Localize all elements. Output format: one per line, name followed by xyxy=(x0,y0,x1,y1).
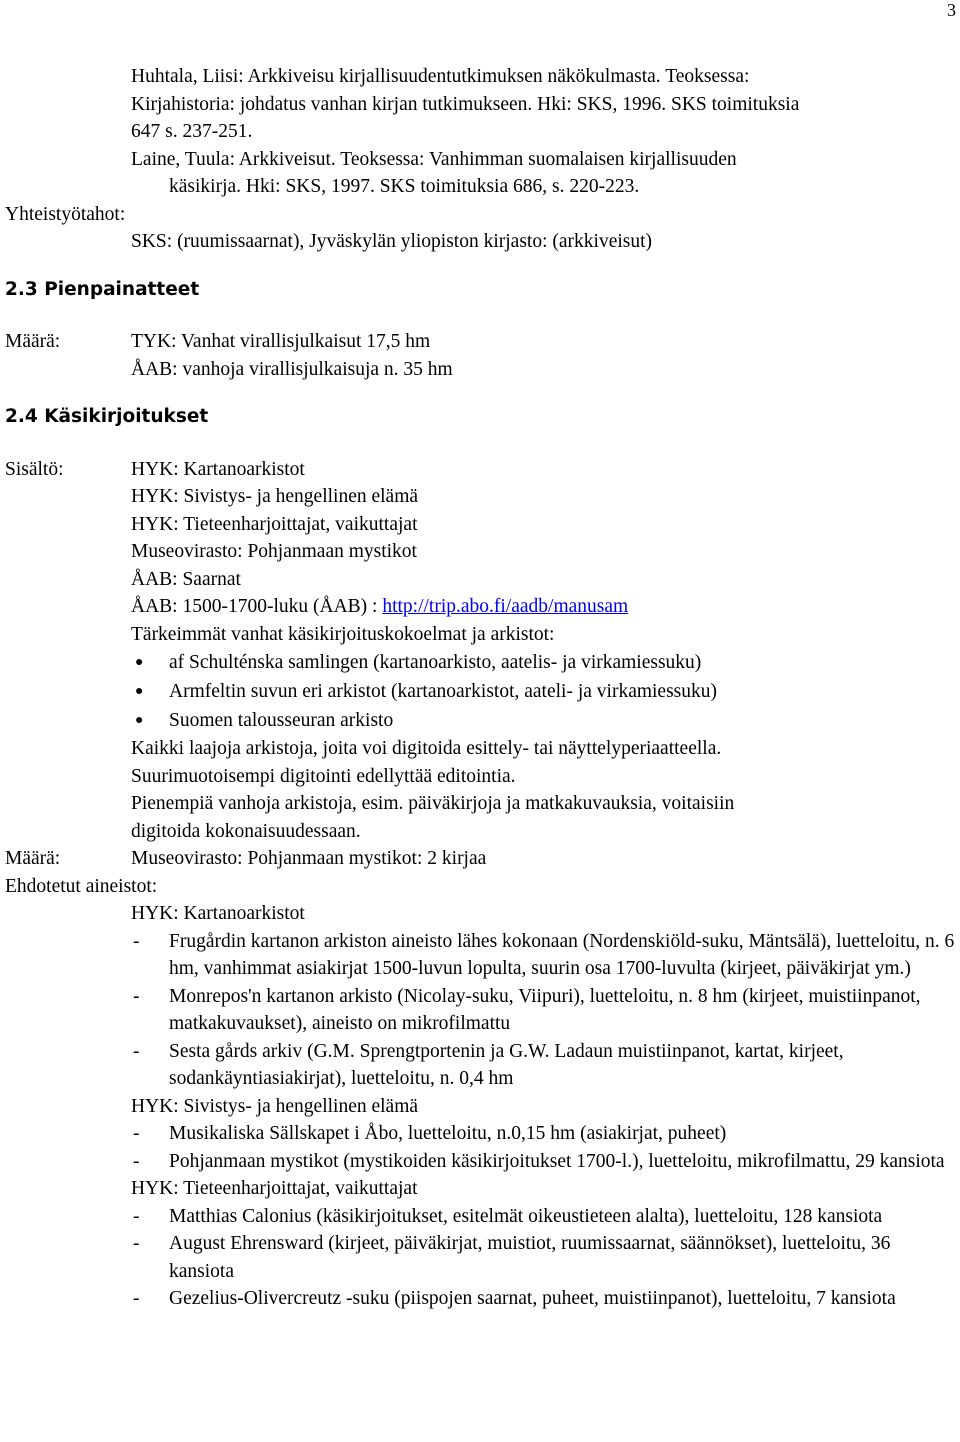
list-item xyxy=(5,983,955,1038)
item-text: Musikaliska Sällskapet i Åbo, luetteloitu, n.0,15 hm (asiakirjat, puheet) xyxy=(169,1123,727,1144)
amount-label: Määrä: xyxy=(5,331,61,352)
dash-icon: - xyxy=(133,930,140,952)
dash-icon: - xyxy=(133,1150,140,1172)
item-text: Gezelius-Olivercreutz -suku (piispojen saarnat, puheet, muistiinpanot), luetteloitu, 7 kansiota xyxy=(169,1288,896,1309)
aab-link-line xyxy=(5,593,955,621)
list-item xyxy=(5,1285,955,1313)
content-row xyxy=(5,456,955,484)
reference-line: Laine, Tuula: Arkkiveisut. Teoksessa: Vanhimman suomalaisen kirjallisuuden xyxy=(131,148,737,170)
item-text: Matthias Calonius (käsikirjoitukset, esitelmät oikeustieteen alalta), luetteloitu, 128 kansiota xyxy=(169,1205,883,1227)
bullet-icon: ● xyxy=(135,713,144,728)
important-intro: Tärkeimmät vanhat käsikirjoituskokoelmat ja arkistot: xyxy=(131,623,555,645)
proposed-group xyxy=(5,900,955,1093)
amount-text: ÅAB: vanhoja virallisjulkaisuja n. 35 hm xyxy=(131,358,453,380)
bullet-text: af Schulténska samlingen (kartanoarkisto, aatelis- ja virkamiessuku) xyxy=(169,652,702,673)
content-label: Sisältö: xyxy=(5,458,64,480)
amount-row xyxy=(5,845,955,873)
item-text: August Ehrensward (kirjeet, päiväkirjat, muistiot, ruumissaarnat, säännökset), luetteloitu, 36 kansiota xyxy=(169,1233,891,1282)
aab-link-prefix: ÅAB: 1500-1700-luku (ÅAB) : xyxy=(131,596,383,617)
proposed-group xyxy=(5,1175,955,1313)
reference-list xyxy=(5,63,955,201)
list-item xyxy=(5,1120,955,1148)
reference-line: Huhtala, Liisi: Arkkiveisu kirjallisuudentutkimuksen näkökulmasta. Teoksessa: xyxy=(131,66,750,87)
cooperation-text: SKS: (ruumissaarnat), Jyväskylän yliopiston kirjasto: (arkkiveisut) xyxy=(131,231,653,252)
group-title: HYK: Kartanoarkistot xyxy=(131,903,305,924)
note-line: digitoida kokonaisuudessaan. xyxy=(131,820,361,842)
group-title: HYK: Sivistys- ja hengellinen elämä xyxy=(131,1095,419,1117)
content-line: ÅAB: Saarnat xyxy=(131,568,241,590)
list-item xyxy=(5,706,955,735)
proposed-group xyxy=(5,1093,955,1176)
document-page xyxy=(5,63,955,1313)
dash-icon: - xyxy=(133,1205,140,1227)
bullet-text: Armfeltin suvun eri arkistot (kartanoarkistot, aateli- ja virkamiessuku) xyxy=(169,681,718,702)
list-item xyxy=(5,1203,955,1231)
list-item xyxy=(5,928,955,983)
list-item xyxy=(5,1148,955,1176)
list-item xyxy=(5,1038,955,1093)
amount-label: Määrä: xyxy=(5,848,61,869)
amount-text: TYK: Vanhat virallisjulkaisut 17,5 hm xyxy=(131,331,431,352)
dash-icon: - xyxy=(133,1233,140,1254)
cooperation-label: Yhteistyötahot: xyxy=(5,203,126,225)
reference-line: Kirjahistoria: johdatus vanhan kirjan tutkimukseen. Hki: SKS, 1996. SKS toimituksia xyxy=(131,93,800,115)
proposed-label: Ehdotetut aineistot: xyxy=(5,875,158,897)
amount-text: Museovirasto: Pohjanmaan mystikot: 2 kirjaa xyxy=(131,848,487,869)
reference-line: 647 s. 237-251. xyxy=(131,121,253,142)
item-text: Sesta gårds arkiv (G.M. Sprengtportenin ja G.W. Ladaun muistiinpanot, kartat, kirjeet, sodankäyntiasiakirjat), luetteloitu, n. 0,4 hm xyxy=(169,1040,844,1089)
content-line: Museovirasto: Pohjanmaan mystikot xyxy=(131,541,417,562)
manusam-link[interactable]: http://trip.abo.fi/aadb/manusam xyxy=(382,596,629,617)
content-line: HYK: Sivistys- ja hengellinen elämä xyxy=(131,486,419,507)
bullet-icon: ● xyxy=(135,684,144,699)
dash-icon: - xyxy=(133,1040,140,1062)
page-number: 3 xyxy=(947,0,956,20)
bullet-text: Suomen talousseuran arkisto xyxy=(169,710,394,731)
reference-line: käsikirja. Hki: SKS, 1997. SKS toimituksia 686, s. 220-223. xyxy=(169,176,640,197)
list-item xyxy=(5,677,955,706)
item-text: Monrepos'n kartanon arkisto (Nicolay-suku, Viipuri), luetteloitu, n. 8 hm (kirjeet, muistiinpanot, matkakuvaukset), aineisto on mikrofilmattu xyxy=(169,985,921,1034)
list-item xyxy=(5,648,955,677)
content-line: HYK: Kartanoarkistot xyxy=(131,458,305,480)
note-line: Pienempiä vanhoja arkistoja, esim. päiväkirjoja ja matkakuvauksia, voitaisiin xyxy=(131,793,735,814)
list-item xyxy=(5,1230,955,1285)
group-title: HYK: Tieteenharjoittajat, vaikuttajat xyxy=(131,1178,418,1199)
bullet-list xyxy=(5,648,955,735)
dash-icon: - xyxy=(133,1123,140,1144)
bullet-icon: ● xyxy=(135,655,144,670)
item-text: Frugårdin kartanon arkiston aineisto lähes kokonaan (Nordenskiöld-suku, Mäntsälä), luetteloitu, n. 6 hm, vanhimmat asiakirjat 1500-luvun lopulta, suurin osa 1700-luvulta (kirjeet, päiväkirjat ym.) xyxy=(169,930,955,979)
note-line: Suurimuotoisempi digitointi edellyttää editointia. xyxy=(131,765,516,787)
dash-icon: - xyxy=(133,985,140,1007)
content-line: HYK: Tieteenharjoittajat, vaikuttajat xyxy=(131,513,418,535)
amount-row xyxy=(5,328,955,356)
section-heading-2-3: 2.3 Pienpainatteet xyxy=(5,278,200,300)
note-line: Kaikki laajoja arkistoja, joita voi digitoida esittely- tai näyttelyperiaatteella. xyxy=(131,738,722,759)
dash-icon: - xyxy=(133,1288,140,1309)
item-text: Pohjanmaan mystikot (mystikoiden käsikirjoitukset 1700-l.), luetteloitu, mikrofilmattu, 29 kansiota xyxy=(169,1150,945,1172)
section-heading-2-4: 2.4 Käsikirjoitukset xyxy=(5,406,209,427)
